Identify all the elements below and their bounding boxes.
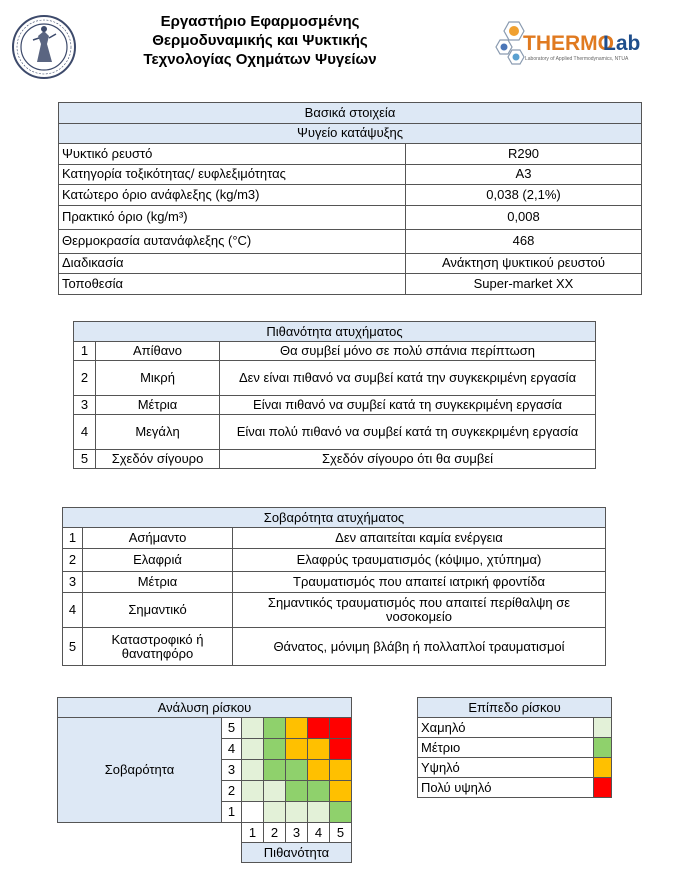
matrix-cell	[286, 739, 308, 760]
severity-level: 3	[222, 760, 242, 781]
row-description: Είναι πιθανό να συμβεί κατά τη συγκεκριμένη εργασία	[220, 396, 596, 415]
legend-item	[418, 718, 612, 738]
row-description: Σχεδόν σίγουρο ότι θα συμβεί	[220, 450, 596, 469]
row-label: Θερμοκρασία αυτανάφλεξης (°C)	[59, 229, 406, 253]
row-description: Τραυματισμός που απαιτεί ιατρική φροντίδα	[233, 572, 606, 593]
row-number: 3	[74, 396, 96, 415]
probability-axis-label: Πιθανότητα	[242, 843, 352, 863]
row-name: Σημαντικό	[83, 593, 233, 628]
probability-level: 2	[264, 823, 286, 843]
row-number: 3	[63, 572, 83, 593]
row-label: Ψυκτικό ρευστό	[59, 144, 406, 165]
matrix-cell	[308, 739, 330, 760]
row-label: Κατώτερο όριο ανάφλεξης (kg/m3)	[59, 185, 406, 206]
table-row	[63, 628, 606, 666]
severity-header: Σοβαρότητα ατυχήματος	[63, 508, 606, 528]
logo-text-thermo: THERMO	[523, 32, 614, 55]
legend-label: Πολύ υψηλό	[418, 778, 594, 798]
probability-level: 4	[308, 823, 330, 843]
row-description: Θα συμβεί μόνο σε πολύ σπάνια περίπτωση	[220, 342, 596, 361]
legend-label: Μέτριο	[418, 738, 594, 758]
matrix-cell	[330, 760, 352, 781]
row-value: Super-market XX	[406, 274, 642, 295]
severity-table	[62, 507, 606, 666]
row-number: 4	[74, 415, 96, 450]
row-value: 0,038 (2,1%)	[406, 185, 642, 206]
probability-level: 1	[242, 823, 264, 843]
matrix-cell	[264, 781, 286, 802]
matrix-spacer	[58, 843, 222, 863]
basic-data-table	[58, 102, 642, 295]
matrix-cell	[242, 760, 264, 781]
table-row	[59, 229, 642, 253]
legend-item	[418, 738, 612, 758]
matrix-spacer	[222, 823, 242, 843]
row-name: Μεγάλη	[96, 415, 220, 450]
table-row	[74, 396, 596, 415]
row-name: Καταστροφικό ή θανατηφόρο	[83, 628, 233, 666]
row-description: Δεν απαιτείται καμία ενέργεια	[233, 528, 606, 549]
probability-header: Πιθανότητα ατυχήματος	[74, 322, 596, 342]
probability-level: 3	[286, 823, 308, 843]
title-line: Θερμοδυναμικής και Ψυκτικής	[152, 32, 368, 49]
legend-item	[418, 778, 612, 798]
table-row	[74, 342, 596, 361]
row-name: Ασήμαντο	[83, 528, 233, 549]
row-number: 2	[63, 549, 83, 572]
table-row	[63, 528, 606, 549]
legend-header: Επίπεδο ρίσκου	[418, 698, 612, 718]
matrix-cell	[330, 718, 352, 739]
legend-item	[418, 758, 612, 778]
table-row	[74, 450, 596, 469]
matrix-cell	[264, 739, 286, 760]
matrix-cell	[286, 718, 308, 739]
row-number: 1	[63, 528, 83, 549]
table-row	[59, 164, 642, 185]
row-label: Διαδικασία	[59, 253, 406, 274]
table-row	[63, 593, 606, 628]
title-line: Εργαστήριο Εφαρμοσμένης	[160, 13, 360, 30]
matrix-cell	[242, 739, 264, 760]
row-number: 4	[63, 593, 83, 628]
matrix-cell	[308, 718, 330, 739]
risk-matrix-header: Ανάλυση ρίσκου	[58, 698, 352, 718]
table-row	[63, 549, 606, 572]
row-description: Δεν είναι πιθανό να συμβεί κατά την συγκεκριμένη εργασία	[220, 361, 596, 396]
severity-level: 2	[222, 781, 242, 802]
probability-table	[73, 321, 596, 469]
matrix-cell	[308, 802, 330, 823]
table-row	[59, 205, 642, 229]
severity-level: 1	[222, 802, 242, 823]
logo-text-lab: Lab	[603, 32, 641, 55]
row-name: Μικρή	[96, 361, 220, 396]
matrix-cell	[308, 760, 330, 781]
matrix-cell	[264, 760, 286, 781]
severity-level: 5	[222, 718, 242, 739]
legend-label: Χαμηλό	[418, 718, 594, 738]
row-label: Πρακτικό όριο (kg/m³)	[59, 205, 406, 229]
matrix-cell	[242, 718, 264, 739]
row-value: Ανάκτηση ψυκτικού ρευστού	[406, 253, 642, 274]
table-row	[59, 144, 642, 165]
matrix-cell	[286, 781, 308, 802]
matrix-cell	[264, 718, 286, 739]
row-value: 468	[406, 229, 642, 253]
probability-level: 5	[330, 823, 352, 843]
table-row	[74, 361, 596, 396]
matrix-row	[58, 718, 352, 739]
row-value: R290	[406, 144, 642, 165]
matrix-cell	[286, 760, 308, 781]
risk-level-legend	[417, 697, 612, 798]
legend-label: Υψηλό	[418, 758, 594, 778]
matrix-cell	[242, 781, 264, 802]
row-description: Θάνατος, μόνιμη βλάβη ή πολλαπλοί τραυματισμοί	[233, 628, 606, 666]
row-description: Είναι πολύ πιθανό να συμβεί κατά τη συγκεκριμένη εργασία	[220, 415, 596, 450]
matrix-cell	[286, 802, 308, 823]
row-value: 0,008	[406, 205, 642, 229]
matrix-cell	[308, 781, 330, 802]
row-name: Ελαφριά	[83, 549, 233, 572]
row-number: 2	[74, 361, 96, 396]
row-name: Μέτρια	[96, 396, 220, 415]
legend-swatch	[594, 778, 612, 798]
basic-header: Βασικά στοιχεία	[59, 103, 642, 124]
matrix-cell	[330, 739, 352, 760]
legend-swatch	[594, 758, 612, 778]
row-name: Απίθανο	[96, 342, 220, 361]
table-row	[59, 253, 642, 274]
logo-subtitle: Laboratory of Applied Thermodynamics, NTUA	[525, 56, 629, 62]
table-row	[63, 572, 606, 593]
basic-subheader: Ψυγείο κατάψυξης	[59, 123, 642, 144]
matrix-cell	[330, 781, 352, 802]
thermolab-logo	[495, 18, 655, 70]
table-row	[59, 274, 642, 295]
risk-matrix	[57, 697, 352, 863]
matrix-spacer	[58, 823, 222, 843]
row-value: A3	[406, 164, 642, 185]
legend-swatch	[594, 718, 612, 738]
severity-axis-label: Σοβαρότητα	[58, 718, 222, 823]
row-name: Μέτρια	[83, 572, 233, 593]
row-number: 1	[74, 342, 96, 361]
matrix-cell	[242, 802, 264, 823]
university-seal-logo	[11, 14, 77, 80]
row-label: Τοποθεσία	[59, 274, 406, 295]
legend-swatch	[594, 738, 612, 758]
row-number: 5	[63, 628, 83, 666]
row-number: 5	[74, 450, 96, 469]
row-description: Ελαφρύς τραυματισμός (κόψιμο, χτύπημα)	[233, 549, 606, 572]
page-title	[130, 12, 390, 69]
severity-level: 4	[222, 739, 242, 760]
row-name: Σχεδόν σίγουρο	[96, 450, 220, 469]
row-description: Σημαντικός τραυματισμός που απαιτεί περίθαλψη σε νοσοκομείο	[233, 593, 606, 628]
table-row	[59, 185, 642, 206]
row-label: Κατηγορία τοξικότητας/ ευφλεξιμότητας	[59, 164, 406, 185]
table-row	[74, 415, 596, 450]
title-line: Τεχνολογίας Οχημάτων Ψυγείων	[143, 51, 377, 68]
matrix-cell	[264, 802, 286, 823]
matrix-spacer	[222, 843, 242, 863]
matrix-cell	[330, 802, 352, 823]
